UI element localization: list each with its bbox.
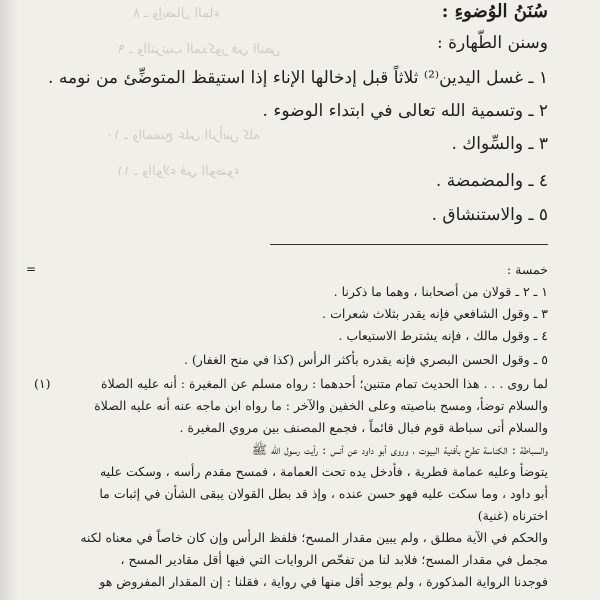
page-gutter-shadow xyxy=(0,0,18,600)
footnote-line: والسباطة : الكناسة تطرح بأفنية البيوت ، وروى أبو داود عن أنس : رأيت رسول الله ﷺ xyxy=(251,442,548,457)
footnote-line: فوجدنا الرواية المذكورة ، ولم يوجد أقل منها في رواية ، فقلنا : إن المقدار المفروض هو xyxy=(99,574,548,589)
footnote-divider xyxy=(270,244,548,245)
footnote-number: (١) xyxy=(34,376,51,391)
footnote-line: والحكم في الآية مطلق ، ولم يبين مقدار المسح؛ فلفظ الرأس وإن كان خاصاً في معناه لكنه xyxy=(80,530,548,545)
sunnah-item: ٣ ـ والسِّواك . xyxy=(451,134,548,154)
footnote-line: يتوضأ وعليه عمامة قطرية ، فأدخل يده تحت العمامة ، فمسح مقدم رأسه ، وسكت عليه xyxy=(99,464,548,479)
footnote-line: لما روى . . . هذا الحديث تمام متنين؛ أحدهما : رواه مسلم عن المغيرة : أنه عليه الصلاة xyxy=(101,376,548,391)
sunnah-item: ٢ ـ وتسمية الله تعالى في ابتداء الوضوء . xyxy=(262,101,548,121)
footnote-line: والسلام أتى سباطة قوم فبال قائماً ، فجمع المصنف بين مروي المغيرة . xyxy=(179,420,548,435)
footnote-line: أبو داود ، وما سكت عليه فهو حسن عنده ، وإذ قد بطل القولان يبقى الشأن في إثبات ما xyxy=(99,486,548,501)
show-through-line: ٩ ـ والترتيب المذكور في النص xyxy=(117,42,280,57)
continuation-marker: = xyxy=(26,262,37,276)
footnote-line: مجمل في مقدار المسح؛ فلابد لنا من تفحّص الروايات التي فيها أقل مقادير المسح ، xyxy=(120,552,548,567)
footnote-line: ٤ ـ وقول مالك ، فإنه يشترط الاستيعاب . xyxy=(338,328,548,343)
footnote-line: ٣ ـ وقول الشافعي فإنه يقدر بثلاث شعرات . xyxy=(322,306,548,321)
sunnah-item: ٤ ـ والمضمضة . xyxy=(435,171,548,191)
sunnah-item: ١ ـ غسل اليدين⁽²⁾ ثلاثاً قبل إدخالها الإناء إذا استيقظ المتوضِّئ من نومه . xyxy=(48,68,548,88)
show-through-line: ٨ ـ وإيصال الماء xyxy=(133,6,220,21)
footnote-line: ١ ـ ٢ ـ قولان من أصحابنا ، وهما ما ذكرنا . xyxy=(333,284,548,299)
footnote-line: خمسة : xyxy=(507,262,548,277)
footnote-line: اخترناه (غنية) xyxy=(477,508,548,523)
section-subtitle: وسنن الطّهارة : xyxy=(436,33,548,53)
section-title: سُنَنُ الوُضوءِ : xyxy=(441,1,548,22)
footnote-line: والسلام توضأ، ومسح بناصيته وعلى الخفين والآخر : ما رواه ابن ماجه عنه أنه عليه الصلاة xyxy=(94,398,548,413)
show-through-line: ١١ ـ والولاء في الوضوء xyxy=(116,164,240,179)
footnote-line: ٥ ـ وقول الحسن البصري فإنه يقدره بأكثر الرأس (كذا في منح الغفار) . xyxy=(183,352,548,367)
sunnah-item: ٥ ـ والاستنشاق . xyxy=(431,205,548,225)
show-through-line: ١٠ ـ والمسح على الرأس كله xyxy=(105,128,260,143)
